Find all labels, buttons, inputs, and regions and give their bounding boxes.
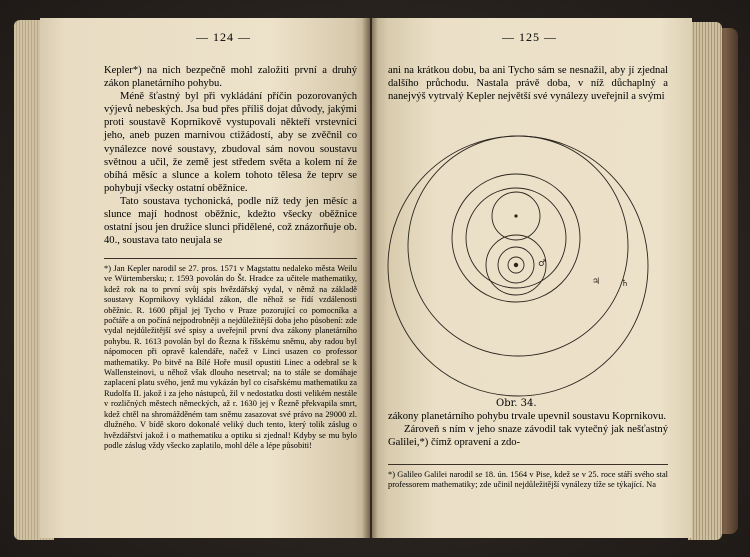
left-body-text <box>104 64 357 247</box>
page-number-left: — 124 — <box>196 30 251 44</box>
left-footnote: *) Jan Kepler narodil se 27. pros. 1571 v Magstattu nedaleko města Weilu ve Würtembersku; r. 1593 povolán do Št. Hradce za učitele mathematiky, kdež rok na to první svůj spis hvězdářský vydal, v němž na základě soustavy Koprnikovy vykládal zákon, dle něhož se řídí vzdálenosti oběžnic. R. 1600 přijal jej Tycho v Praze pozorující co pomocníka a počtáře a on počíná nejpodrobněji a nejdůležitější doba jeho působení: zde vydal nejdůležitější své spisy a uveřejnil první dva zákony planetárního pohybu. R. 1613 povolán byl do Řezna k říšskému sněmu, aby radou byl nápomocen při opravě kalendáře, načež v Linci usazen co professor mathematiky. Po bitvě na Bílé Hoře musil opustiti Linec a odebral se k Wallensteinovi, u něhož však dlouho nesetrval; na to stále se domáhaje zaplacení platu svého, jenž mu vykázán byl co císařskému mathematiku za Rudolfa II. jakož i za jeho nástupců, žil v nedostatku dosti velikém nestále v rozličných městech německých, až r. 1630 jej v Řezně překvapila smrt, kdež chtěl na shromážděném tam sněmu zasazovat své právo na 29000 zl. dlužného. V bídě skoro dokonalé veliký duch tento, který tolik záslug o hvězdářství jakož i o mathematiku a optiku si zjednal! Kdyby se mu bylo podle záslug vždy všecko zaplatilo, mohl déle a lépe působiti! <box>104 264 357 450</box>
left-paragraph-1: Kepler*) na nich bezpečně mohl založiti první a druhý zákon planetárního pohybu. <box>104 65 357 90</box>
right-body-text-top <box>388 64 668 103</box>
footnote-rule-right <box>388 464 668 465</box>
page-number-right: — 125 — <box>502 30 557 44</box>
right-paragraph-1: ani na krátkou dobu, ba ani Tycho sám se nesnažil, aby jí zjednal dalšího průchodu. Nastala právě doba, v níž důchaplný a nanejvýš vytrvalý Kepler největší své vynálezy uveřejnil a svými <box>388 65 668 103</box>
right-paragraph-3: Zároveň s ním v jeho snaze závodil tak vytečný jak nešťastný Galilei,*) čímž opravení a zdo- <box>388 424 668 449</box>
right-page-edges <box>688 22 722 540</box>
planet-label-jupiter: ♃ <box>592 277 601 287</box>
sun-marker <box>514 263 518 267</box>
earth-marker <box>514 214 517 217</box>
orbit-outer <box>388 136 648 396</box>
figure-caption: Obr. 34. <box>496 398 537 409</box>
planet-label-mars: ♂ <box>538 259 547 269</box>
right-body-text-bottom <box>388 410 668 449</box>
right-paragraph-2: zákony planetárního pohybu trvale upevnil soustavu Koprnikovu. <box>388 411 667 422</box>
footnote-rule-left <box>104 258 357 259</box>
book-gutter <box>362 18 378 538</box>
solar-system-diagram <box>378 126 668 398</box>
orbit-large <box>408 136 628 356</box>
left-paragraph-3: Tato soustava tychonická, podle níž tedy jen měsíc a slunce mají hodnost oběžnic, kdežto všecky oběžnice ostatní jsou jen družice slunci přidělené, což znázorňuje ob. 40., soustava tato neujala se <box>104 195 357 247</box>
right-footnote: *) Galileo Galilei narodil se 18. ún. 1564 v Pise, kdež se v 25. roce stáří svého stal professorem mathematiky; zde učinil nejdůležitější vynálezy tíže se týkající. Na <box>388 470 668 490</box>
left-paragraph-2: Méně šťastný byl při vykládání příčin pozorovaných výjevů nebeských. Jsa bud přes příliš dojat důvody, jakými proti soustavě Koprnikově vystupovali někteří vrstevníci jeho, aneb puzen marnivou ctižádostí, aby se zvěčnil co vynálezce nové soustavy, zbudoval sám novou soustavu světnou a učil, že země jest středem světa a kolem ní že obíhá měsíc a slunce a kolem tohoto tělesa že teprv se pohybují všecky ostatní oběžnice. <box>104 91 357 194</box>
planet-label-saturn: ♄ <box>621 279 630 289</box>
